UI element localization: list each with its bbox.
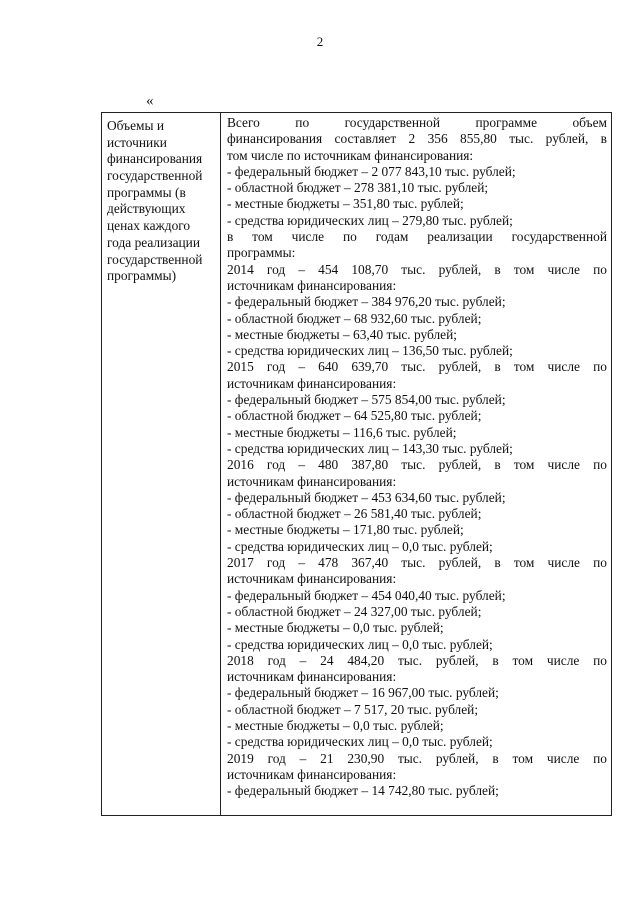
content-line: в том числе по годам реализации государственной — [227, 229, 607, 245]
content-line: источникам финансирования: — [227, 375, 397, 391]
content-line: Всего по государственной программе объем — [227, 115, 607, 130]
content-line: - местные бюджеты – 116,6 тыс. рублей; — [227, 424, 457, 440]
label-line: программы) — [107, 268, 177, 284]
content-line: - средства юридических лиц – 279,80 тыс. рублей; — [227, 212, 513, 228]
content-line: - областной бюджет – 26 581,40 тыс. рублей; — [227, 506, 482, 522]
content-line: том числе по источникам финансирования: — [227, 147, 474, 163]
content-line: финансирования составляет 2 356 855,80 тыс. рублей, в — [227, 131, 607, 147]
content-line: - федеральный бюджет – 14 742,80 тыс. рублей; — [227, 783, 499, 799]
content-line: 2018 год – 24 484,20 тыс. рублей, в том числе по — [227, 652, 607, 668]
content-line: - федеральный бюджет – 16 967,00 тыс. рублей; — [227, 685, 499, 701]
label-line: ценах каждого — [107, 218, 191, 234]
content-line: - местные бюджеты – 351,80 тыс. рублей; — [227, 196, 464, 212]
content-line: источникам финансирования: — [227, 669, 397, 685]
content-line: - областной бюджет – 68 932,60 тыс. рублей; — [227, 310, 482, 326]
content-line: - средства юридических лиц – 0,0 тыс. рублей; — [227, 636, 493, 652]
page-number: 2 — [316, 34, 324, 49]
content-line: - средства юридических лиц – 0,0 тыс. рублей; — [227, 734, 493, 750]
content-line: - средства юридических лиц – 136,50 тыс. рублей; — [227, 343, 513, 359]
content-line: - местные бюджеты – 0,0 тыс. рублей; — [227, 717, 444, 733]
label-line: действующих — [107, 201, 186, 217]
content-line: 2017 год – 478 367,40 тыс. рублей, в том числе по — [227, 555, 607, 571]
label-line: финансирования — [107, 151, 203, 167]
content-line: 2015 год – 640 639,70 тыс. рублей, в том числе по — [227, 359, 607, 375]
content-line: - федеральный бюджет – 575 854,00 тыс. рублей; — [227, 392, 506, 408]
content-line: - областной бюджет – 278 381,10 тыс. рублей; — [227, 180, 489, 196]
content-line: программы: — [227, 245, 296, 261]
content-line: - областной бюджет – 64 525,80 тыс. рублей; — [227, 408, 482, 424]
label-line: источники — [107, 134, 167, 150]
label-line: государственной — [107, 251, 203, 267]
content-line: - федеральный бюджет – 453 634,60 тыс. рублей; — [227, 489, 506, 505]
content-line: 2016 год – 480 387,80 тыс. рублей, в том числе по — [227, 457, 607, 473]
content-line: - местные бюджеты – 0,0 тыс. рублей; — [227, 620, 444, 636]
column-divider — [220, 113, 221, 815]
content-line: источникам финансирования: — [227, 766, 397, 782]
content-line: - федеральный бюджет – 2 077 843,10 тыс. рублей; — [227, 163, 516, 179]
content-line: источникам финансирования: — [227, 571, 397, 587]
content-line: 2014 год – 454 108,70 тыс. рублей, в том числе по — [227, 261, 607, 277]
content-line: - местные бюджеты – 171,80 тыс. рублей; — [227, 522, 464, 538]
label-line: государственной — [107, 168, 203, 184]
content-line: источникам финансирования: — [227, 473, 397, 489]
content-line: - федеральный бюджет – 454 040,40 тыс. рублей; — [227, 587, 506, 603]
content-line: - областной бюджет – 7 517, 20 тыс. рублей; — [227, 701, 479, 717]
label-line: программы (в — [107, 184, 186, 200]
opening-quote: « — [146, 93, 154, 109]
content-line: - федеральный бюджет – 384 976,20 тыс. рублей; — [227, 294, 506, 310]
content-line: - средства юридических лиц – 0,0 тыс. рублей; — [227, 538, 493, 554]
financing-table — [101, 112, 612, 816]
table-label-cell — [107, 118, 217, 285]
content-line: источникам финансирования: — [227, 277, 397, 293]
table-content-cell — [227, 115, 607, 799]
content-line: - местные бюджеты – 63,40 тыс. рублей; — [227, 326, 458, 342]
content-line: - средства юридических лиц – 143,30 тыс. рублей; — [227, 440, 513, 456]
label-line: Объемы и — [107, 118, 165, 133]
content-line: - областной бюджет – 24 327,00 тыс. рублей; — [227, 603, 482, 619]
label-line: года реализации — [107, 234, 201, 250]
content-line: 2019 год – 21 230,90 тыс. рублей, в том числе по — [227, 750, 607, 766]
